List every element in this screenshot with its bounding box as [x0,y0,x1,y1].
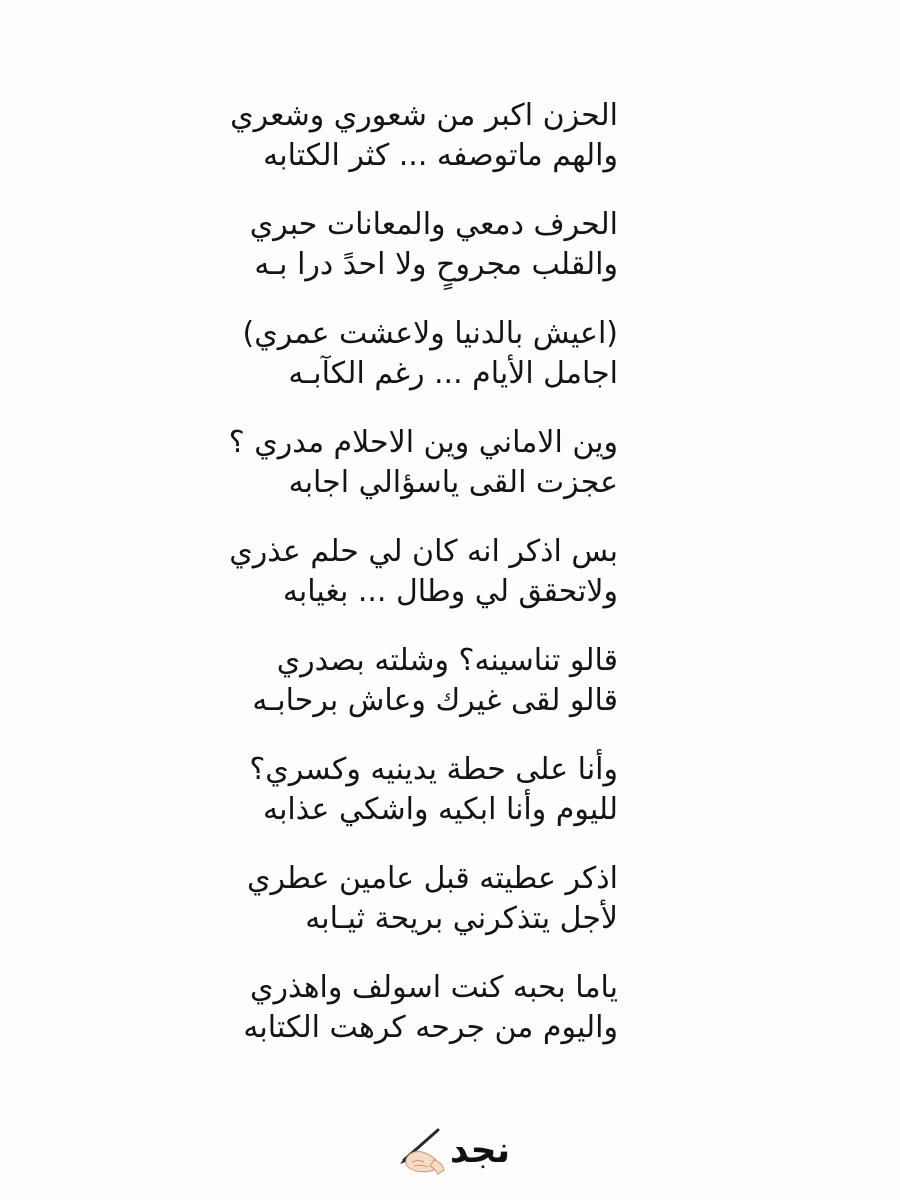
stanza [230,314,650,394]
poem-line: ولاتحقق لي وطال ... بغيابه [282,574,618,609]
poem-line: ياما بحبه كنت اسولف واهذري [249,970,618,1005]
poem-line: واليوم من جرحه كرهت الكتابه [243,1010,618,1045]
stanza [230,750,650,830]
stanza [230,641,650,721]
poem-body [230,96,650,1077]
poem-line: قالو لقى غيرك وعاش برحابـه [252,683,618,718]
poem-line: قالو تناسينه؟ وشلته بصدري [276,643,618,678]
stanza [230,205,650,285]
poem-line: وين الاماني وين الاحلام مدري ؟ [228,425,618,460]
poem-line: وأنا على حطة يدينيه وكسري؟ [249,752,618,787]
poem-line: والهم ماتوصفه ... كثر الكتابه [263,138,618,173]
stanza [230,968,650,1048]
poem-line: لأجل يتذكرني بريحة ثيـابه [305,901,618,936]
poem-line: والقلب مجروحٍ ولا احدً درا بـه [254,247,618,282]
stanza [230,423,650,503]
writing-hand-icon [390,1126,446,1176]
poem-line: الحزن اكبر من شعوري وشعري [230,98,618,133]
poem-line: لليوم وأنا ابكيه واشكي عذابه [263,792,618,827]
signature [0,1126,900,1176]
stanza [230,96,650,176]
poem-line: بس اذكر انه كان لي حلم عذري [229,534,618,569]
signature-text: نجد [449,1130,511,1171]
poem-line: اجامل الأيام ... رغم الكآبـه [288,356,618,391]
poem-line: الحرف دمعي والمعانات حبري [249,207,618,242]
stanza [230,859,650,939]
stanza [230,532,650,612]
poem-line: (اعيش بالدنيا ولاعشت عمري) [242,316,618,351]
poem-line: عجزت القى ياسؤالي اجابه [288,465,618,500]
poem-line: اذكر عطيته قبل عامين عطري [246,861,618,896]
